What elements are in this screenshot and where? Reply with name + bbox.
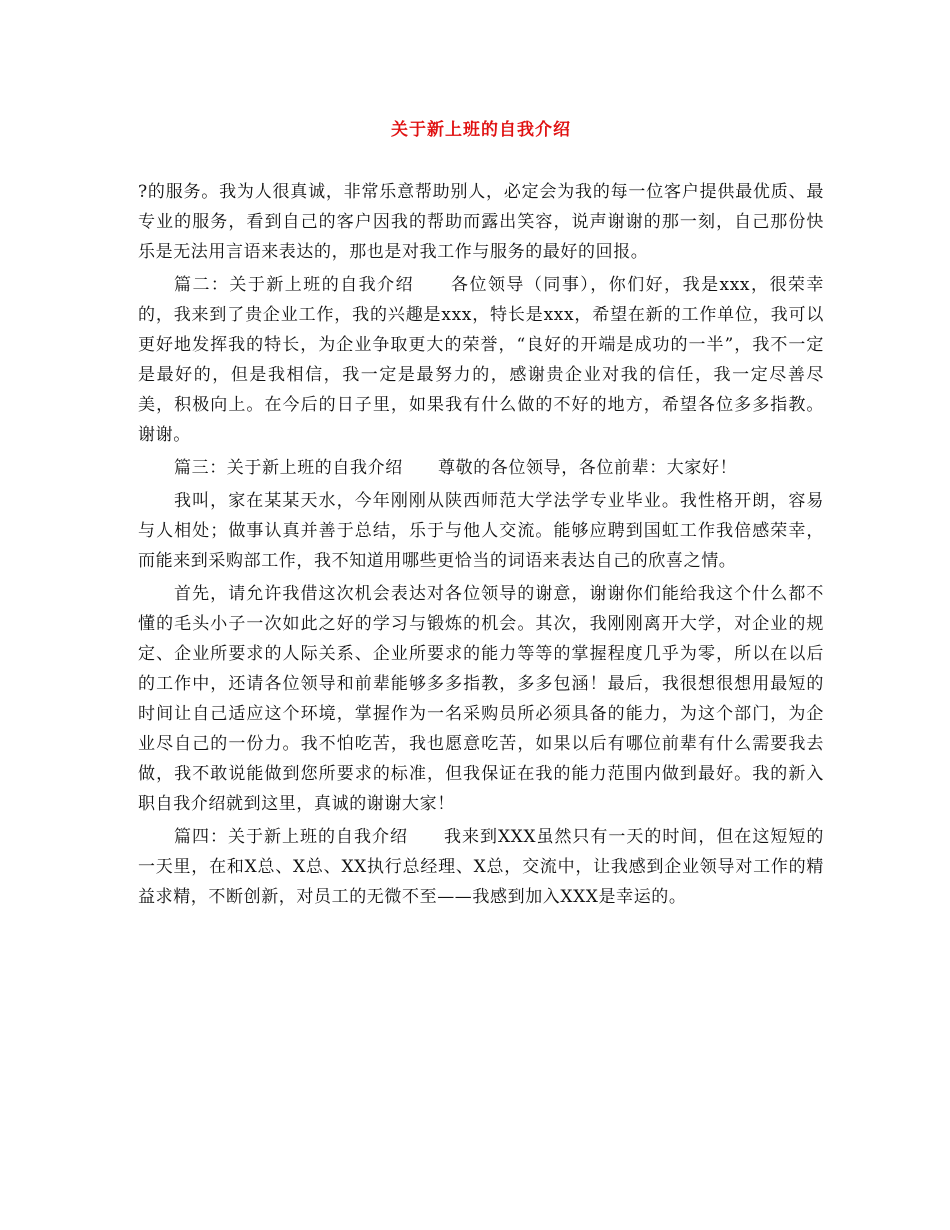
paragraph-part-three-heading: 篇三：关于新上班的自我介绍 尊敬的各位领导，各位前辈：大家好！	[174, 458, 738, 478]
paragraph-part-three-body: 首先，请允许我借这次机会表达对各位领导的谢意，谢谢你们能给我这个什么都不懂的毛头小子一次如此之好的学习与锻炼的机会。其次，我刚刚离开大学，对企业的规定、企业所要求的人际关系、企业所要求的能力等等的掌握程度几乎为零，所以在以后的工作中，还请各位领导和前辈能够多多指教，多多包涵！最后，我很想很想用最短的时间让自己适应这个环境，掌握作为一名采购员所必须具备的能力，为这个部门，为企业尽自己的一份力。我不怕吃苦，我也愿意吃苦，如果以后有哪位前辈有什么需要我去做，我不敢说能做到您所要求的标准，但我保证在我的能力范围内做到最好。我的新入职自我介绍就到这里，真诚的谢谢大家！	[138, 584, 824, 814]
paragraph-continuation: ?的服务。我为人很真诚，非常乐意帮助别人，必定会为我的每一位客户提供最优质、最专业的服务，看到自己的客户因我的帮助而露出笑容，说声谢谢的那一刻，自己那份快乐是无法用言语来表达的，那也是对我工作与服务的最好的回报。	[138, 182, 824, 262]
paragraph-part-two: 篇二：关于新上班的自我介绍 各位领导（同事），你们好，我是xxx，很荣幸的，我来到了贵企业工作，我的兴趣是xxx，特长是xxx，希望在新的工作单位，我可以更好地发挥我的特长，为企业争取更大的荣誉，“良好的开端是成功的一半”，我不一定是最好的，但是我相信，我一定是最努力的，感谢贵企业对我的信任，我一定尽善尽美，积极向上。在今后的日子里，如果我有什么做的不好的地方，希望各位多多指教。谢谢。	[138, 275, 824, 445]
paragraph-part-three-intro: 我叫，家在某某天水，今年刚刚从陕西师范大学法学专业毕业。我性格开朗，容易与人相处；做事认真并善于总结，乐于与他人交流。能够应聘到国虹工作我倍感荣幸，而能来到采购部工作，我不知道用哪些更恰当的词语来表达自己的欣喜之情。	[138, 491, 824, 571]
document-title: 关于新上班的自我介绍	[391, 120, 571, 140]
paragraph-part-four: 篇四：关于新上班的自我介绍 我来到XXX虽然只有一天的时间，但在这短短的一天里，在和X总、X总、XX执行总经理、X总，交流中，让我感到企业领导对工作的精益求精，不断创新，对员工的无微不至——我感到加入XXX是幸运的。	[138, 827, 824, 907]
document-page	[138, 118, 824, 915]
